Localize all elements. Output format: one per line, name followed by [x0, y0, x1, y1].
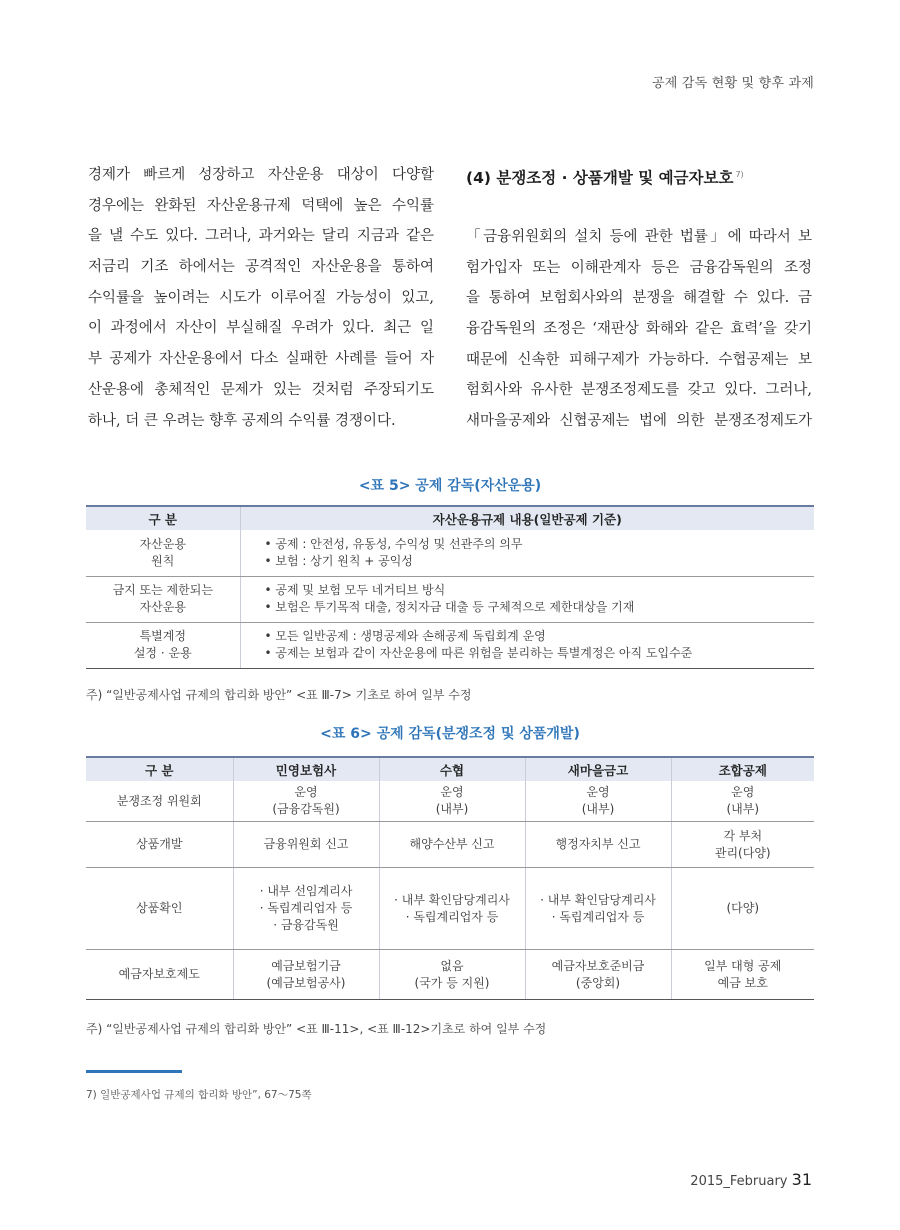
body-line: 저금리 기조 하에서는 공격적인 자산운용을 통하여	[88, 259, 434, 276]
cell-line: (중앙회)	[575, 975, 621, 990]
table-row	[86, 576, 814, 622]
cell-line: 운영	[440, 785, 464, 799]
cell-line: • 공제는 보험과 같이 자산운용에 따른 위험을 분리하는 특별계정은 아직 도입수준	[264, 646, 693, 660]
cell-line: · 독립계리업자 등	[259, 901, 353, 915]
row-label	[86, 530, 240, 576]
cell-line: (다양)	[726, 901, 760, 915]
row-content	[240, 622, 814, 668]
table-header-row	[86, 757, 814, 781]
cell-line: 금지 또는 제한되는	[112, 583, 213, 597]
row-content	[240, 530, 814, 576]
cell-line: 원칙	[151, 553, 175, 568]
body-line: 부 공제가 자산운용에서 다소 실패한 사례를 들어 자	[88, 351, 434, 368]
table5-note: 주) “일반공제사업 규제의 합리화 방안” <표 Ⅲ-7> 기초로 하여 일부 수정	[86, 688, 472, 702]
cell-line: 자산운용	[139, 536, 186, 551]
table-header-cell: 새마을금고	[525, 757, 671, 781]
table6	[86, 756, 814, 1000]
cell-line: 해양수산부 신고	[409, 837, 495, 851]
page-folio	[690, 1170, 812, 1189]
cell-line: (금융감독원)	[272, 802, 340, 816]
table-cell	[525, 822, 671, 868]
cell-line: 없음	[440, 958, 464, 973]
table-cell	[379, 868, 525, 950]
table5-title: <표 5> 공제 감독(자산운용)	[358, 478, 542, 494]
table-cell	[671, 868, 814, 950]
body-line: 경제가 빠르게 성장하고 자산운용 대상이 다양할	[88, 167, 434, 183]
row-label	[86, 622, 240, 668]
cell-line: 각 부처	[723, 828, 763, 843]
table-header-cell: 조합공제	[671, 757, 814, 781]
cell-line: (내부)	[726, 802, 760, 816]
cell-line: (예금보험공사)	[266, 975, 346, 990]
cell-line: 예금자보호준비금	[551, 958, 645, 973]
table-cell	[525, 950, 671, 1000]
cell-line: • 공제 및 보험 모두 네거티브 방식	[264, 583, 446, 597]
body-line: 수익률을 높이려는 시도가 이루어질 가능성이 있고,	[88, 289, 434, 306]
cell-line: · 내부 확인담당계리사	[540, 892, 656, 907]
cell-line: 자산운용	[139, 600, 186, 614]
cell-line: • 보험은 투기목적 대출, 정치자금 대출 등 구체적으로 제한대상을 기재	[264, 600, 635, 614]
table-row	[86, 868, 814, 950]
table-header-cell: 수협	[379, 757, 525, 781]
table-cell	[233, 868, 379, 950]
body-line: 하나, 더 큰 우려는 향후 공제의 수익률 경쟁이다.	[88, 412, 396, 429]
table5	[86, 505, 814, 669]
table-cell	[671, 781, 814, 822]
table-header-cell: 구 분	[86, 757, 233, 781]
body-line: 을 낼 수도 있다. 그러나, 과거와는 달리 지금과 같은	[88, 228, 434, 245]
table6-title: <표 6> 공제 감독(분쟁조정 및 상품개발)	[320, 726, 580, 742]
cell-line: 운영	[586, 785, 610, 799]
body-line: 을 통하여 보험회사와의 분쟁을 해결할 수 있다. 금	[466, 290, 812, 307]
table-header-cell: 구 분	[86, 506, 240, 530]
footnote: 7) 일반공제사업 규제의 합리화 방안”, 67～75쪽	[86, 1089, 312, 1101]
cell-line: 운영	[294, 785, 318, 799]
cell-line: 예금보험기금	[271, 958, 341, 973]
cell-line: · 독립계리업자 등	[405, 909, 499, 924]
table-cell	[671, 822, 814, 868]
row-content	[240, 576, 814, 622]
table-header-cell: 자산운용규제 내용(일반공제 기준)	[240, 506, 814, 530]
section-heading	[466, 160, 812, 190]
table-cell	[233, 822, 379, 868]
table-row	[86, 822, 814, 868]
row-label: 분쟁조정 위원회	[86, 781, 233, 822]
body-line: 새마을공제와 신협공제는 법에 의한 분쟁조정제도가	[466, 413, 812, 430]
body-line: 융감독원의 조정은 ‘재판상 화해와 같은 효력’을 갖기	[466, 321, 812, 338]
section-heading-text: (4) 분쟁조정 · 상품개발 및 예금자보호	[466, 169, 734, 188]
table-cell	[379, 950, 525, 1000]
folio-text: 2015_February	[690, 1174, 788, 1189]
cell-line: • 모든 일반공제 : 생명공제와 손해공제 독립회계 운영	[264, 629, 546, 643]
table-cell	[379, 822, 525, 868]
table-row	[86, 950, 814, 1000]
table-row	[86, 530, 814, 576]
body-line: 험회사와 유사한 분쟁조정제도를 갖고 있다. 그러나,	[466, 382, 812, 399]
footnote-ref: 7)	[735, 170, 744, 179]
cell-line: 관리(다양)	[714, 845, 771, 860]
cell-line: · 내부 확인담당계리사	[394, 892, 510, 907]
row-label	[86, 576, 240, 622]
table-header-cell: 민영보험사	[233, 757, 379, 781]
cell-line: 설정 · 운용	[133, 646, 192, 660]
cell-line: (내부)	[581, 802, 615, 816]
body-line: 경우에는 완화된 자산운용규제 덕택에 높은 수익률	[88, 197, 434, 214]
cell-line: 금융위원회 신고	[263, 837, 349, 851]
table-header-row	[86, 506, 814, 530]
table6-note: 주) “일반공제사업 규제의 합리화 방안” <표 Ⅲ-11>, <표 Ⅲ-12>기초로 하여 일부 수정	[86, 1022, 547, 1036]
table-cell	[671, 950, 814, 1000]
table-cell	[379, 781, 525, 822]
cell-line: 예금 보호	[717, 975, 768, 990]
running-head: 공제 감독 현황 및 향후 과제	[652, 76, 814, 91]
body-line: 산운용에 총체적인 문제가 있는 것처럼 주장되기도	[88, 381, 434, 398]
page-number: 31	[791, 1170, 812, 1189]
table-cell	[525, 868, 671, 950]
body-line: 이 과정에서 자산이 부실해질 우려가 있다. 최근 일	[88, 320, 434, 337]
cell-line: 운영	[731, 785, 755, 799]
cell-line: 특별계정	[139, 629, 186, 643]
footnote-divider	[86, 1070, 182, 1073]
cell-line: 일부 대형 공제	[704, 958, 782, 973]
table-row	[86, 781, 814, 822]
cell-line: • 공제 : 안전성, 유동성, 수익성 및 선관주의 의무	[264, 536, 523, 551]
cell-line: (내부)	[435, 802, 469, 816]
row-label: 상품확인	[86, 868, 233, 950]
table-cell	[233, 781, 379, 822]
body-line: 험가입자 또는 이해관계자 등은 금융감독원의 조정	[466, 259, 812, 276]
table-cell	[525, 781, 671, 822]
left-column	[88, 160, 434, 436]
right-column	[466, 160, 812, 437]
cell-line: · 금융감독원	[273, 918, 339, 932]
body-line: 때문에 신속한 피해구제가 가능하다. 수협공제는 보	[466, 351, 812, 368]
row-label: 상품개발	[86, 822, 233, 868]
cell-line: (국가 등 지원)	[414, 975, 490, 990]
table-cell	[233, 950, 379, 1000]
body-line: 「금융위원회의 설치 등에 관한 법률」에 따라서 보	[466, 229, 812, 245]
cell-line: · 내부 선임계리사	[259, 884, 353, 898]
table-row	[86, 622, 814, 668]
cell-line: 행정자치부 신고	[555, 837, 641, 851]
cell-line: · 독립계리업자 등	[551, 909, 645, 924]
row-label: 예금자보호제도	[86, 950, 233, 1000]
cell-line: • 보험 : 상기 원칙 + 공익성	[264, 553, 413, 568]
